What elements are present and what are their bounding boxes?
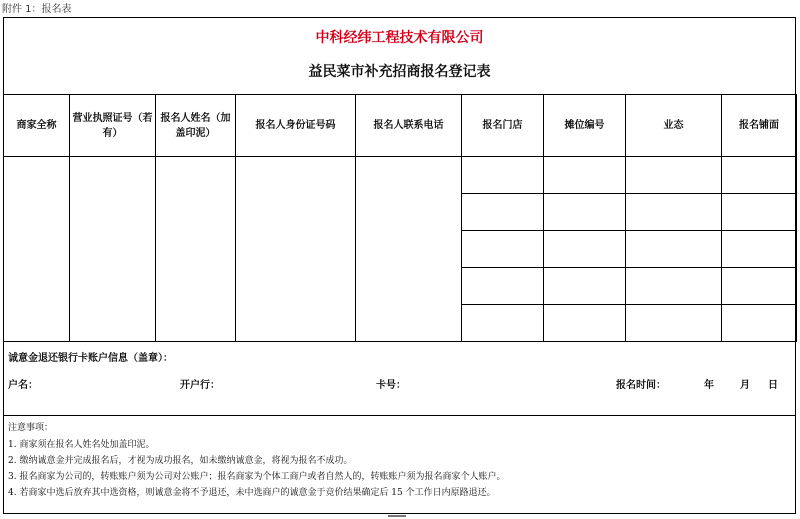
- shopfront-cell[interactable]: [722, 194, 797, 231]
- column-header: 营业执照证号（若有）: [70, 95, 156, 157]
- company-name: 中科经纬工程技术有限公司: [315, 30, 484, 46]
- notes-title: 注意事项：: [8, 423, 54, 433]
- store-cell[interactable]: [462, 194, 544, 231]
- note-item: 2. 缴纳诚意金并完成报名后，才视为成功报名，如未缴纳诚意金，将视为报名不成功。: [8, 456, 353, 466]
- shopfront-cell[interactable]: [722, 231, 797, 268]
- store-cell[interactable]: [462, 305, 544, 342]
- bank-name-label: 开户行：: [180, 380, 220, 391]
- table-header-row: [4, 95, 797, 157]
- column-header: 报名门店: [462, 95, 544, 157]
- store-cell[interactable]: [462, 231, 544, 268]
- registration-table: [3, 94, 797, 342]
- business-type-cell[interactable]: [626, 231, 722, 268]
- page-footer-mark: [388, 515, 406, 517]
- license-number-cell[interactable]: [70, 157, 156, 342]
- store-cell[interactable]: [462, 157, 544, 194]
- business-type-cell[interactable]: [626, 268, 722, 305]
- year-label: 年: [704, 380, 714, 391]
- day-label: 日: [768, 380, 778, 391]
- note-item: 1. 商家须在报名人姓名处加盖印泥。: [8, 440, 155, 450]
- registration-form-frame: [3, 17, 796, 514]
- stall-number-cell[interactable]: [544, 194, 626, 231]
- stall-number-cell[interactable]: [544, 157, 626, 194]
- column-header: 商家全称: [4, 95, 70, 157]
- card-number-label: 卡号：: [376, 380, 406, 391]
- attachment-label: 附件 1：报名表: [2, 4, 72, 15]
- stall-number-cell[interactable]: [544, 231, 626, 268]
- merchant-name-cell[interactable]: [4, 157, 70, 342]
- business-type-cell[interactable]: [626, 305, 722, 342]
- column-header: 业态: [626, 95, 722, 157]
- notes-section: [4, 415, 795, 514]
- business-type-cell[interactable]: [626, 157, 722, 194]
- account-name-label: 户名：: [8, 380, 38, 391]
- column-header: 报名人身份证号码: [236, 95, 356, 157]
- signup-time-label: 报名时间：: [616, 380, 666, 391]
- form-header: [4, 18, 795, 94]
- note-item: 3. 报名商家为公司的，转账账户须为公司对公账户；报名商家为个体工商户或者自然人的，转账账户须为报名商家个人账户。: [8, 472, 506, 482]
- store-cell[interactable]: [462, 268, 544, 305]
- stall-number-cell[interactable]: [544, 268, 626, 305]
- id-number-cell[interactable]: [236, 157, 356, 342]
- bank-info-section: [4, 344, 795, 414]
- applicant-name-cell[interactable]: [156, 157, 236, 342]
- column-header: 报名人联系电话: [356, 95, 462, 157]
- table-row: [4, 157, 797, 194]
- bank-info-title: 诚意金退还银行卡账户信息（盖章）：: [8, 353, 173, 364]
- column-header: 报名铺面: [722, 95, 797, 157]
- form-title: 益民菜市补充招商报名登记表: [308, 64, 491, 80]
- stall-number-cell[interactable]: [544, 305, 626, 342]
- note-item: 4. 若商家中选后放弃其中选资格，则诚意金将不予退还，未中选商户的诚意金于竞价结果确定后 15 个工作日内原路退还。: [8, 488, 496, 498]
- business-type-cell[interactable]: [626, 194, 722, 231]
- month-label: 月: [740, 380, 750, 391]
- column-header: 摊位编号: [544, 95, 626, 157]
- column-header: 报名人姓名（加盖印泥）: [156, 95, 236, 157]
- shopfront-cell[interactable]: [722, 268, 797, 305]
- shopfront-cell[interactable]: [722, 305, 797, 342]
- phone-cell[interactable]: [356, 157, 462, 342]
- shopfront-cell[interactable]: [722, 157, 797, 194]
